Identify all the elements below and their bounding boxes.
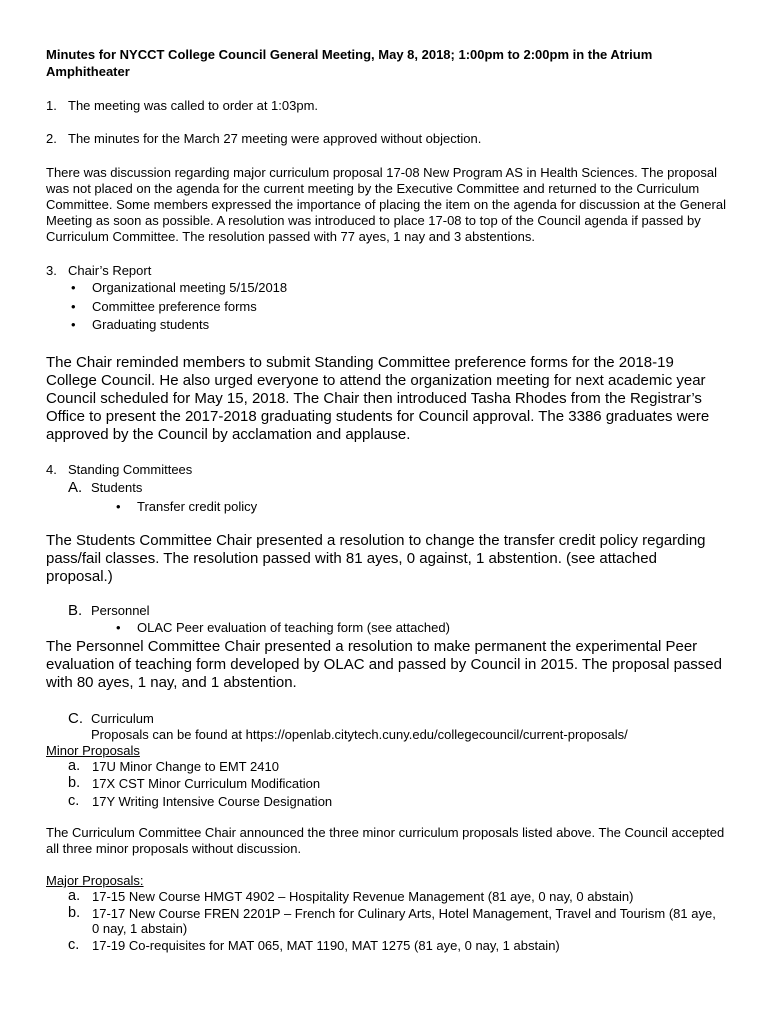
list-item: c. 17-19 Co-requisites for MAT 065, MAT 1190, MAT 1275 (81 aye, 0 nay, 1 abstain) (68, 936, 560, 953)
list-item: a. 17U Minor Change to EMT 2410 (68, 757, 279, 774)
minor-proposals-list (46, 759, 726, 810)
item-1: 1. The meeting was called to order at 1:03pm. (46, 98, 319, 113)
major-proposals-list (46, 889, 726, 953)
minor-proposals-paragraph: The Curriculum Committee Chair announced the three minor curriculum proposals listed above. The Council accepted all three minor proposals without discussion. (46, 825, 725, 856)
item-3-chairs-report: 3. Chair’s Report (46, 263, 152, 278)
proposals-note: Proposals can be found at https://openlab.citytech.cuny.edu/collegecouncil/current-proposals/ (91, 726, 628, 742)
discussion-paragraph: There was discussion regarding major curriculum proposal 17-08 New Program AS in Health Sciences. The proposal was not placed on the agenda for the current meeting by the Executive Committee and returned to the Curriculum Committee. Some members expressed the importance of placing the item on the agenda for discussion at the General Meeting as soon as possible. A resolution was introduced to place 17-08 to top of the Council agenda if passed by Curriculum Committee. The resolution passed with 77 ayes, 1 nay and 3 abstentions. (46, 165, 726, 244)
students-paragraph: The Students Committee Chair presented a resolution to change the transfer credit policy regarding pass/fail classes. The resolution passed with 81 ayes, 0 against, 1 abstention. (see attached proposal.) (46, 532, 706, 585)
list-item: c. 17Y Writing Intensive Course Designation (68, 792, 333, 809)
list-item: b. 17-17 New Course FREN 2201P – French for Culinary Arts, Hotel Management, Travel and Tourism (81 aye, 0 nay, 1 abstain) (68, 904, 716, 936)
chairs-report-bullets (46, 279, 726, 335)
minor-proposals-heading: Minor Proposals (46, 742, 140, 758)
chair-paragraph: The Chair reminded members to submit Standing Committee preference forms for the 2018-19 College Council. He also urged everyone to attend the organization meeting for next academic year Council scheduled for May 15, 2018. The Chair then introduced Tasha Rhodes from the Registrar’s Office to present the 2017-2018 graduating students for Council approval. The 3386 graduates were approved by the Council by acclamation and applause. (46, 353, 710, 443)
list-item: a. 17-15 New Course HMGT 4902 – Hospitality Revenue Management (81 aye, 0 nay, 0 abstain) (68, 888, 634, 904)
list-item: • OLAC Peer evaluation of teaching form (see attached) (116, 620, 450, 635)
item-2: 2. The minutes for the March 27 meeting were approved without objection. (46, 131, 482, 146)
document-title: Minutes for NYCCT College Council General Meeting, May 8, 2018; 1:00pm to 2:00pm in the Atrium Amphitheater (46, 47, 653, 79)
item-4-standing-committees: 4. Standing Committees (46, 461, 193, 477)
list-item: • Organizational meeting 5/15/2018 (71, 280, 288, 295)
personnel-paragraph: The Personnel Committee Chair presented a resolution to make permanent the experimental Peer evaluation of teaching form developed by OLAC and passed by Council in 2015. The proposal passed with 80 ayes, 1 nay, and 1 abstention. (46, 637, 722, 691)
list-item: • Committee preference forms (71, 298, 257, 314)
list-item: • Graduating students (71, 317, 210, 332)
students-committee: A. Students (68, 478, 143, 496)
curriculum-committee: C. Curriculum (68, 709, 154, 727)
list-item: b. 17X CST Minor Curriculum Modification (68, 775, 321, 791)
major-proposals-heading: Major Proposals: (46, 873, 144, 888)
list-item: • Transfer credit policy (116, 498, 258, 514)
personnel-committee: B. Personnel (68, 602, 150, 619)
